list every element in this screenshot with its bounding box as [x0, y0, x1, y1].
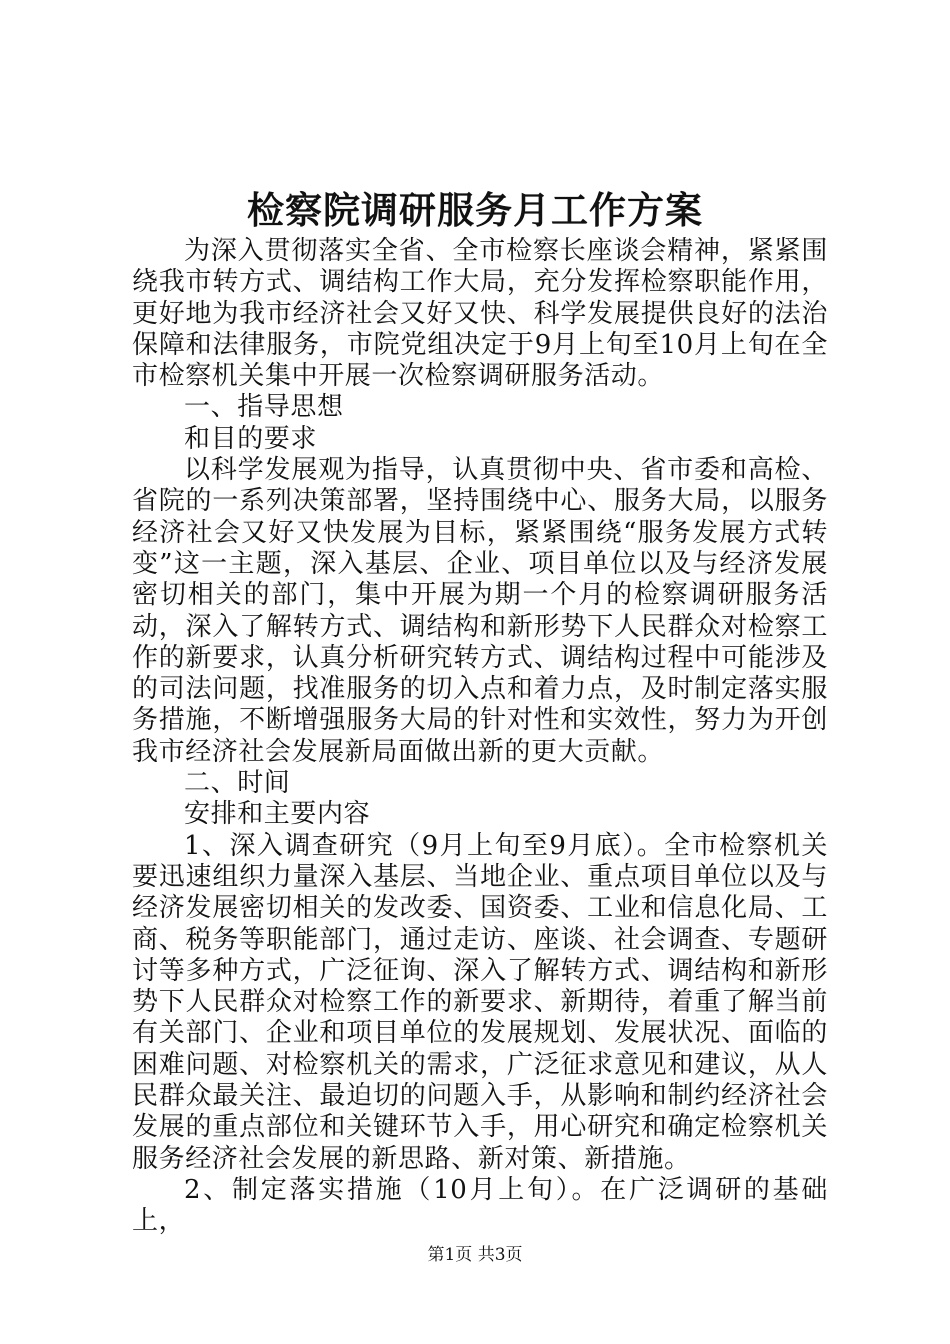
document-body	[132, 236, 828, 1238]
intro-paragraph: 为深入贯彻落实全省、全市检察长座谈会精神，紧紧围绕我市转方式、调结构工作大局，充分发挥检察职能作用，更好地为我市经济社会又好又快、科学发展提供良好的法治保障和法律服务，市院党组决定于9月上旬至10月上旬在全市检察机关集中开展一次检察调研服务活动。	[132, 236, 828, 392]
document-title: 检察院调研服务月工作方案	[247, 188, 703, 232]
section-heading-2-cont: 安排和主要内容	[184, 799, 371, 830]
section-heading-1: 一、指导思想	[184, 392, 344, 423]
item-2-paragraph: 2、制定落实措施（10月上旬）。在广泛调研的基础上，	[132, 1174, 828, 1237]
page-number-footer: 第1页 共3页	[427, 1245, 523, 1265]
item-1-paragraph: 1、深入调查研究（9月上旬至9月底）。全市检察机关要迅速组织力量深入基层、当地企业、重点项目单位以及与经济发展密切相关的发改委、国资委、工业和信息化局、工商、税务等职能部门，通过走访、座谈、社会调查、专题研讨等多种方式，广泛征询、深入了解转方式、调结构和新形势下人民群众对检察工作的新要求、新期待，着重了解当前有关部门、企业和项目单位的发展规划、发展状况、面临的困难问题、对检察机关的需求，广泛征求意见和建议，从人民群众最关注、最迫切的问题入手，从影响和制约经济社会发展的重点部位和关键环节入手，用心研究和确定检察机关服务经济社会发展的新思路、新对策、新措施。	[132, 830, 828, 1174]
section-heading-1-cont: 和目的要求	[184, 423, 318, 454]
guidance-paragraph: 以科学发展观为指导，认真贯彻中央、省市委和高检、省院的一系列决策部署，坚持围绕中心、服务大局，以服务经济社会又好又快发展为目标，紧紧围绕“服务发展方式转变”这一主题，深入基层、企业、项目单位以及与经济发展密切相关的部门，集中开展为期一个月的检察调研服务活动，深入了解转方式、调结构和新形势下人民群众对检察工作的新要求，认真分析研究转方式、调结构过程中可能涉及的司法问题，找准服务的切入点和着力点，及时制定落实服务措施，不断增强服务大局的针对性和实效性，努力为开创我市经济社会发展新局面做出新的更大贡献。	[132, 455, 828, 767]
section-heading-2: 二、时间	[184, 768, 291, 799]
